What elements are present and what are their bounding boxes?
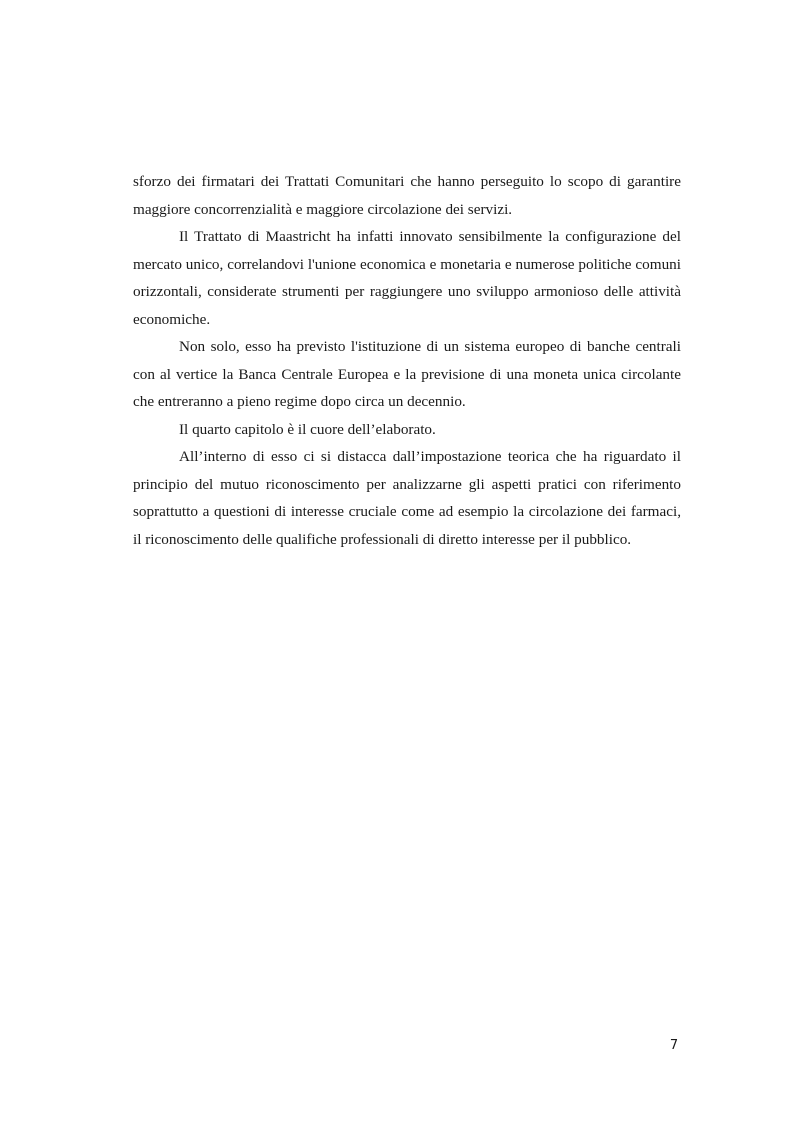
body-text xyxy=(133,168,681,553)
paragraph-continuation: sforzo dei firmatari dei Trattati Comunitari che hanno perseguito lo scopo di garantire maggiore concorrenzialità e maggiore circolazione dei servizi. xyxy=(133,173,681,218)
page-number: 7 xyxy=(669,1038,679,1053)
paragraph-fourth-chapter: Il quarto capitolo è il cuore dell’elaborato. xyxy=(179,420,436,438)
paragraph-mutual-recognition: All’interno di esso ci si distacca dall’impostazione teorica che ha riguardato il principio del mutuo riconoscimento per analizzarne gli aspetti pratici con riferimento soprattutto a questioni di interesse cruciale come ad esempio la circolazione dei farmaci, il riconoscimento delle qualifiche professionali di diretto interesse per il pubblico. xyxy=(133,448,681,548)
paragraph-central-banks: Non solo, esso ha previsto l'istituzione di un sistema europeo di banche centrali con al vertice la Banca Centrale Europea e la previsione di una moneta unica circolante che entreranno a pieno regime dopo circa un decennio. xyxy=(133,338,681,410)
paragraph-maastricht: Il Trattato di Maastricht ha infatti innovato sensibilmente la configurazione del mercato unico, correlandovi l'unione economica e monetaria e numerose politiche comuni orizzontali, considerate strumenti per raggiungere uno sviluppo armonioso delle attività economiche. xyxy=(133,228,681,328)
